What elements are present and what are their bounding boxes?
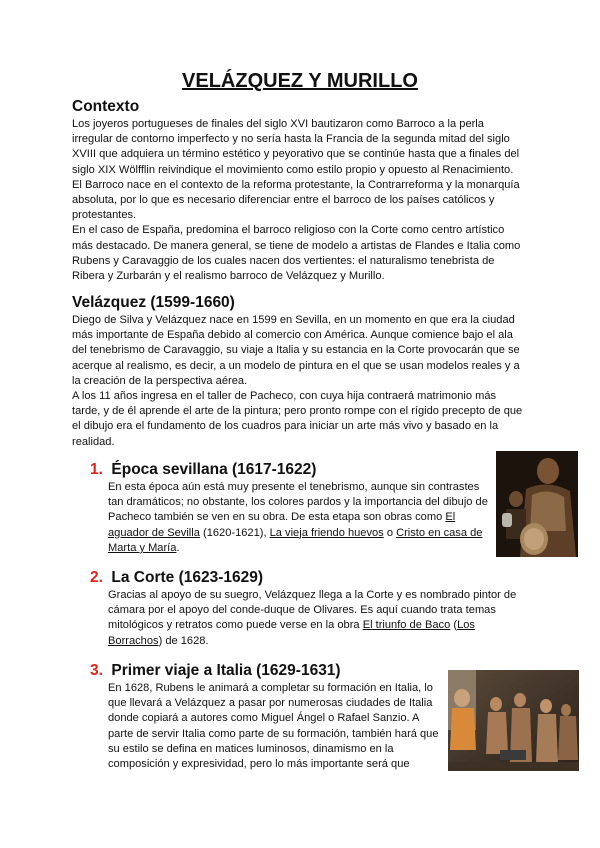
text-line: A los 11 años ingresa en el taller de Pacheco, con cuya hija contraerá matrimonio más (72, 390, 497, 403)
text-line: la creación de la perspectiva aérea. (72, 374, 248, 387)
text-line: que llevará a Velázquez a pasar por numerosas ciudades de Italia (108, 697, 433, 710)
text-line: aguador de Sevilla (1620-1621), La vieja friendo huevos o Cristo en casa de (108, 526, 483, 539)
text-line: del tenebrismo de Caravaggio, su viaje a Italia y su estancia en la Corte provocarán que se (72, 344, 520, 357)
text-line: tarde, y de él aprende el arte de la pintura; pero pronto rompe con el rígido precepto de que (72, 405, 523, 418)
artwork-link[interactable]: Marta y María (108, 541, 177, 554)
section-2-body (108, 588, 528, 649)
section-3-body (108, 681, 448, 772)
contexto-body (72, 117, 542, 284)
section-3-header (90, 662, 341, 680)
text-line: protestantes. (72, 209, 137, 222)
text-line: irregular de contorno imperfecto y no sería hasta la Francia de la segunda mitad del siglo (72, 133, 510, 146)
text-line: mitológicos y retratos como puede verse en la obra El triunfo de Baco (Los (108, 619, 475, 632)
section-number: 2. (90, 569, 103, 586)
text-line: composición y expresividad, pero lo más importante será que (108, 758, 410, 771)
text-line: Gracias al apoyo de su suegro, Velázquez llega a la Corte y es nombrado pintor de (108, 589, 517, 601)
text-line: XVIII que adquiera un término estético y peyorativo que se continúe hasta que a finales del (72, 148, 520, 161)
text-line: Borrachos) de 1628. (108, 634, 209, 647)
text-line: En esta época aún está muy presente el tenebrismo, aunque sin contrastes (108, 481, 480, 493)
velazquez-heading: Velázquez (1599-1660) (72, 294, 235, 311)
artwork-link[interactable]: Cristo en casa de (396, 526, 483, 539)
text-line: tan dramáticos; no obstante, los colores pardos y la importancia del dibujo de (108, 496, 488, 509)
artwork-link[interactable]: aguador de Sevilla (108, 526, 200, 539)
artwork-link[interactable]: Los (457, 619, 475, 632)
section-title: Época sevillana (1617-1622) (111, 461, 317, 478)
artwork-link[interactable]: La vieja friendo huevos (269, 526, 384, 539)
text-line: el dibujo era el fundamento de los cuadros para iniciar un arte más vivo y basado en la (72, 420, 499, 433)
section-number: 3. (90, 662, 103, 679)
artwork-link[interactable]: El (445, 511, 456, 524)
text-line: más importante de España debido al comercio con América. Aunque comience bajo el ala (72, 329, 513, 342)
text-line: En 1628, Rubens le animará a completar su formación en Italia, lo (108, 682, 433, 694)
section-1-body (108, 480, 493, 556)
painting-fragua-de-vulcano (448, 670, 579, 771)
text-line: realidad. (72, 435, 115, 448)
section-1-header (90, 461, 316, 479)
painting-aguador-de-sevilla (496, 451, 578, 557)
text-line: su estilo se defina en matices luminosos, dinamismo en la (108, 742, 394, 755)
text-line: Pacheco también se ven en su obra. De esta etapa son obras como El (108, 511, 456, 524)
artwork-link[interactable]: Borrachos (108, 634, 159, 647)
text-line: Ribera y Zurbarán y el realismo barroco de Velázquez y Murillo. (72, 270, 385, 283)
text-line: más destacado. De manera general, se tiene de modelo a artistas de Flandes e Italia como (72, 239, 521, 252)
page-title: VELÁZQUEZ Y MURILLO (182, 70, 418, 92)
contexto-heading: Contexto (72, 98, 140, 115)
text-line: siglo XIX Wölfflin reivindique el movimiento como estilo propio y opuesto al Renacimiento. (72, 163, 514, 176)
text-line: El Barroco nace en el contexto de la reforma protestante, la Contrarreforma y la monarquía (72, 178, 520, 191)
text-line: cámara por el apoyo del conde-duque de Olivares. Es aquí cuando trata temas (108, 604, 496, 617)
text-line: Marta y María. (108, 541, 180, 554)
section-title: La Corte (1623-1629) (111, 569, 264, 586)
velazquez-body (72, 313, 542, 450)
section-number: 1. (90, 461, 103, 478)
text-line: Diego de Silva y Velázquez nace en 1599 en Sevilla, en un momento en que era la ciudad (72, 314, 515, 326)
section-2-header (90, 569, 263, 587)
text-line: parte de servir Italia como parte de su formación, también hará que (108, 727, 439, 740)
text-line: acerque al realismo, es decir, a un modelo de pintura en el que se usan modelos reales y a (72, 359, 520, 372)
text-line: Los joyeros portugueses de finales del siglo XVI bautizaron como Barroco a la perla (72, 118, 484, 130)
artwork-link[interactable]: El triunfo de Baco (362, 619, 451, 632)
text-line: Rubens y Caravaggio de los cuales nacen dos vertientes: el naturalismo tenebrista de (72, 254, 495, 267)
section-title: Primer viaje a Italia (1629-1631) (111, 662, 341, 679)
text-line: absoluta, por lo que es necesario diferenciar entre el barroco de los países católicos y (72, 194, 495, 207)
text-line: donde copiará a autores como Miguel Ángel o Rafael Sanzio. A (108, 712, 420, 725)
text-line: En el caso de España, predomina el barroco religioso con la Corte como centro artístico (72, 224, 505, 237)
